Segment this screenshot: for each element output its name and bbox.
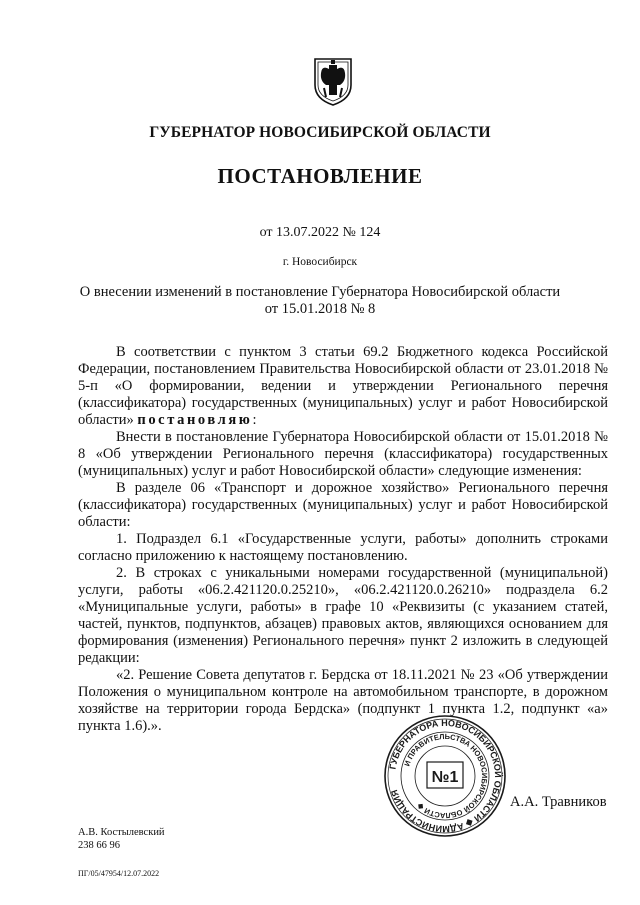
subject-line-1: О внесении изменений в постановление Губернатора Новосибирской области <box>79 284 561 300</box>
preamble-end: : <box>252 412 257 428</box>
paragraph-preamble <box>78 344 608 429</box>
document-body <box>78 344 608 735</box>
executor-block <box>78 826 165 852</box>
paragraph-main: Внести в постановление Губернатора Новосибирской области от 15.01.2018 № 8 «Об утверждении Регионального перечня (классификатора) государственных (муниципальных) услуг и работ Новосибирской области» следующие изменения: <box>78 429 608 479</box>
stamp-number: №1 <box>431 769 459 786</box>
organization-title: ГУБЕРНАТОР НОВОСИБИРСКОЙ ОБЛАСТИ <box>149 124 491 141</box>
signer-name: А.А. Травников <box>510 794 607 810</box>
official-stamp <box>383 714 507 838</box>
paragraph-quote: «2. Решение Совета депутатов г. Бердска от 18.11.2021 № 23 «Об утверждении Положения о муниципальном контроле на автомобильном транспорте, в дорожном хозяйстве на территории города Бердска» (подпункт 1 пункта 1.2, подпункт «а» пункта 1.6).». <box>78 667 608 734</box>
paragraph-item-2: 2. В строках с уникальными номерами государственной (муниципальной) услуги, работы «06.2.421120.0.25210», «06.2.421120.0.26210» подраздела 6.2 «Муниципальные услуги, работы» в графе 10 «Реквизиты (с указанием статей, частей, пунктов, подпунктов, абзацев) правовых актов, являющихся основанием для формирования (изменения) Регионального перечня» пункт 2 изложить в следующей редакции: <box>78 565 608 666</box>
stamp-inner-text: И ПРАВИТЕЛЬСТВА НОВОСИБИРСКОЙ ОБЛАСТИ ◆ <box>402 731 490 821</box>
city: г. Новосибирск <box>282 256 358 268</box>
decree-keyword: постановляю <box>137 412 253 428</box>
date-number: от 13.07.2022 № 124 <box>259 225 381 240</box>
coat-of-arms-icon <box>312 55 354 107</box>
executor-phone: 238 66 96 <box>78 840 120 851</box>
executor-name: А.В. Костылевский <box>78 827 165 838</box>
document-type: ПОСТАНОВЛЕНИЕ <box>217 164 423 188</box>
paragraph-section: В разделе 06 «Транспорт и дорожное хозяйство» Регионального перечня (классификатора) государственных (муниципальных) услуг и работ Новосибирской области: <box>78 480 608 530</box>
paragraph-item-1: 1. Подраздел 6.1 «Государственные услуги, работы» дополнить строками согласно приложению к настоящему постановлению. <box>78 531 608 564</box>
subject-line-2: от 15.01.2018 № 8 <box>264 301 376 317</box>
preamble-text: В соответствии с пунктом 3 статьи 69.2 Бюджетного кодекса Российской Федерации, постановлением Правительства Новосибирской области от 23.01.2018 № 5-п «О формировании, ведении и утверждении Регионального перечня (классификатора) государственных (муниципальных) услуг и работ Новосибирской области» <box>78 344 608 428</box>
document-subject <box>70 284 570 318</box>
stamp-outer-text: ГУБЕРНАТОРА НОВОСИБИРСКОЙ ОБЛАСТИ ◆ АДМИНИСТРАЦИЯ <box>387 717 504 835</box>
document-reference: ПГ/05/47954/12.07.2022 <box>78 869 160 878</box>
